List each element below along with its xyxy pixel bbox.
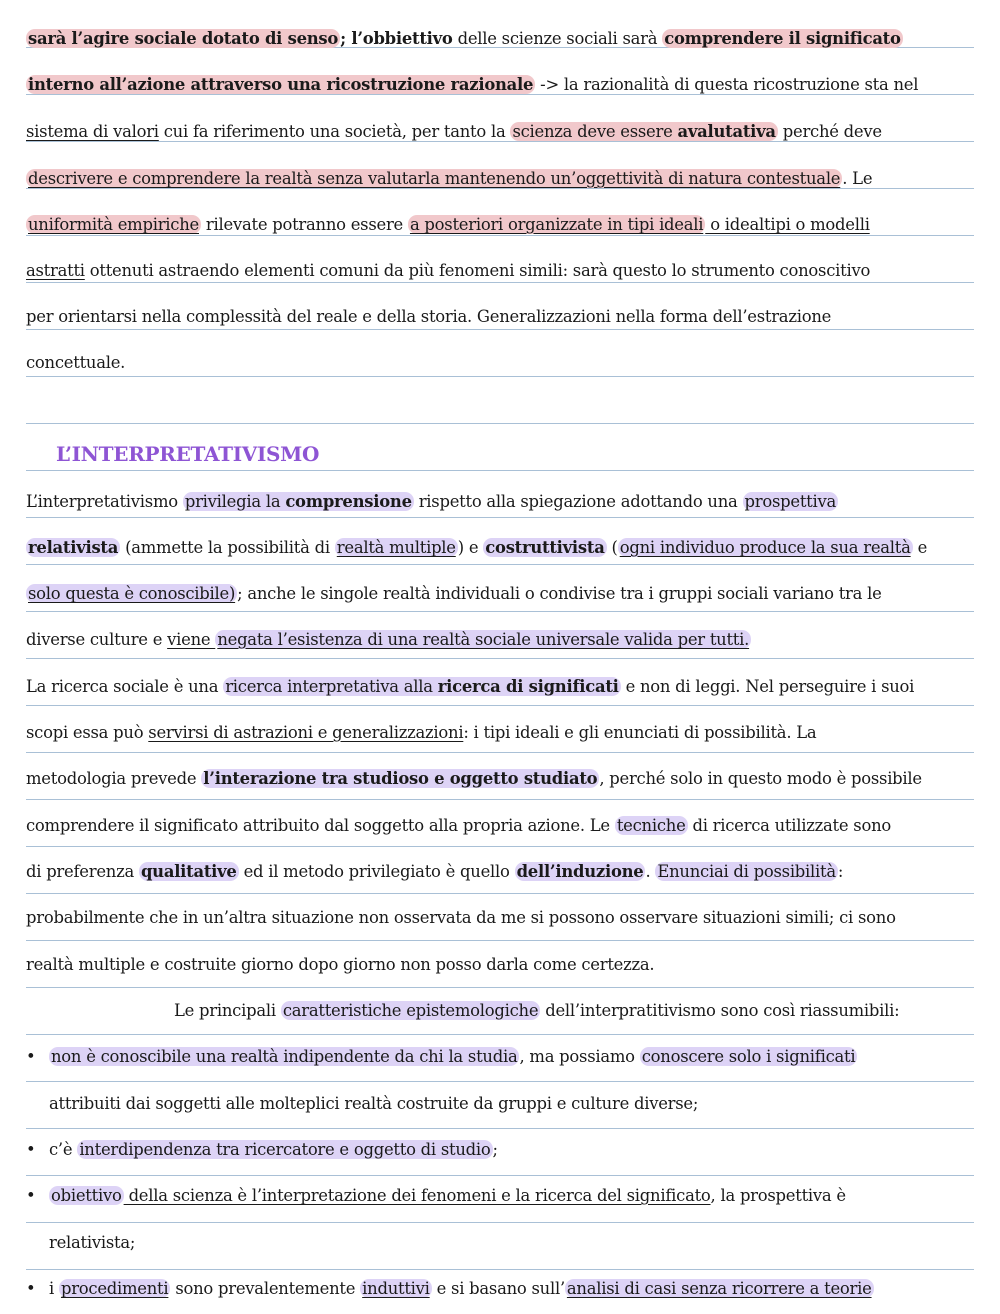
bold-text: avalutativa — [677, 122, 776, 141]
text: scienza deve essere — [512, 122, 678, 141]
underlined-text: o idealtipi o modelli — [705, 215, 870, 234]
highlight: l’interazione tra studioso e oggetto studiato — [203, 769, 598, 788]
paragraph-line — [26, 70, 918, 100]
underlined-text: servirsi di astrazioni e generalizzazioni — [148, 723, 464, 742]
highlight: ogni individuo produce la sua realtà — [619, 538, 911, 557]
paragraph-line — [26, 811, 891, 841]
paragraph-line — [26, 164, 872, 194]
bullet-continuation: relativista; — [49, 1233, 136, 1252]
text: : i tipi ideali e gli enunciati di possibilità. La — [463, 723, 817, 742]
paragraph-line — [26, 857, 843, 887]
text: di preferenza — [26, 862, 139, 881]
paragraph-line — [26, 718, 816, 748]
text: ) e — [457, 538, 484, 557]
bullet-item — [26, 1274, 874, 1304]
highlight — [223, 677, 620, 696]
highlight: tecniche — [616, 816, 686, 835]
text: ; — [492, 1140, 498, 1159]
text: rispetto alla spiegazione adottando una — [413, 492, 743, 511]
paragraph-line — [26, 533, 927, 563]
paragraph-line — [26, 487, 838, 517]
text: sono prevalentemente — [170, 1279, 361, 1298]
bullet-item — [26, 1181, 846, 1211]
highlight: costruttivista — [485, 538, 605, 557]
text: comprendere il significato attribuito dal soggetto alla propria azione. Le — [26, 816, 615, 835]
text: c’è — [49, 1140, 78, 1159]
bullet-icon: • — [26, 1047, 36, 1066]
text: . — [645, 862, 656, 881]
underlined-text: viene — [167, 630, 216, 649]
text: , ma possiamo — [519, 1047, 640, 1066]
underlined-text: sistema di valori — [26, 122, 159, 141]
text: -> la razionalità di questa ricostruzione sta nel — [535, 75, 919, 94]
text: dell’interpratitivismo sono così riassumibili: — [540, 1001, 900, 1020]
text: i — [49, 1279, 59, 1298]
text: ed il metodo privilegiato è quello — [238, 862, 515, 881]
bullet-icon: • — [26, 1279, 36, 1298]
bold-text: ; l’obbiettivo — [340, 29, 453, 48]
paragraph-line: realtà multiple e costruite giorno dopo giorno non posso darla come certezza. — [26, 955, 655, 974]
paragraph-line — [26, 579, 882, 609]
text: scopi essa può — [26, 723, 149, 742]
text: e non di leggi. Nel perseguire i suoi — [620, 677, 915, 696]
paragraph-line: concettuale. — [26, 353, 126, 372]
paragraph-line — [174, 996, 899, 1026]
highlight: obiettivo — [51, 1186, 122, 1205]
bullet-item — [26, 1042, 857, 1072]
text: ( — [606, 538, 618, 557]
highlight: solo questa è conoscibile) — [28, 584, 236, 603]
paragraph-line — [26, 672, 914, 702]
paragraph-line: probabilmente che in un’altra situazione non osservata da me si possono osservare situazioni simili; ci sono — [26, 908, 896, 927]
bold-text: ricerca di significati — [437, 677, 619, 696]
highlight: uniformità empiriche — [28, 215, 199, 234]
text: e si basano sull’ — [431, 1279, 565, 1298]
text: ottenuti astraendo elementi comuni da più fenomeni simili: sarà questo lo strumento conoscitivo — [84, 261, 871, 280]
paragraph-line — [26, 24, 903, 54]
highlight: relativista — [28, 538, 119, 557]
paragraph-line — [26, 625, 751, 655]
highlight: qualitative — [140, 862, 237, 881]
text: , la prospettiva è — [710, 1186, 846, 1205]
paragraph-line — [26, 117, 882, 147]
text: La ricerca sociale è una — [26, 677, 224, 696]
text: Le principali — [174, 1001, 281, 1020]
highlight: induttivi — [362, 1279, 430, 1298]
highlight: caratteristiche epistemologiche — [282, 1001, 539, 1020]
text: L’interpretativismo — [26, 492, 183, 511]
text: rilevate potranno essere — [200, 215, 408, 234]
text: e — [912, 538, 928, 557]
highlight — [510, 122, 777, 141]
text: : — [837, 862, 844, 881]
paragraph-line — [26, 764, 922, 794]
text: metodologia prevede — [26, 769, 202, 788]
highlight: comprendere il significato — [664, 29, 901, 48]
highlight: realtà multiple — [336, 538, 456, 557]
bullet-icon: • — [26, 1140, 36, 1159]
highlight: negata l’esistenza di una realtà sociale universale valida per tutti. — [217, 630, 750, 649]
highlight: analisi di casi senza ricorrere a teorie — [566, 1279, 872, 1298]
paragraph-line: per orientarsi nella complessità del reale e della storia. Generalizzazioni nella forma dell’estrazione — [26, 307, 832, 326]
highlight — [183, 492, 414, 511]
text: (ammette la possibilità di — [120, 538, 335, 557]
text: , perché solo in questo modo è possibile — [599, 769, 922, 788]
text: ricerca interpretativa alla — [225, 677, 438, 696]
highlight: prospettiva — [744, 492, 837, 511]
highlight: Enunciai di possibilità — [657, 862, 836, 881]
bullet-icon: • — [26, 1186, 36, 1205]
underlined-text: della scienza è l’interpretazione dei fenomeni e la ricerca del significato — [123, 1186, 711, 1205]
highlight: sarà l’agire sociale dotato di senso — [28, 29, 339, 48]
highlight: non è conoscibile una realtà indipendente da chi la studia — [51, 1047, 518, 1066]
highlight: interno all’azione attraverso una ricostruzione razionale — [28, 75, 534, 94]
text: privilegia la — [184, 492, 286, 511]
text: ; anche le singole realtà individuali o condivise tra i gruppi sociali variano tra le — [237, 584, 882, 603]
section-heading: L’INTERPRETATIVISMO — [56, 442, 320, 466]
text: . Le — [842, 169, 873, 188]
bold-text: comprensione — [285, 492, 412, 511]
highlight: dell’induzione — [516, 862, 644, 881]
highlight: conoscere solo i significati — [641, 1047, 856, 1066]
text: cui fa riferimento una società, per tanto la — [158, 122, 511, 141]
highlight: descrivere e comprendere la realtà senza valutarla mantenendo un’oggettività di natura contestuale — [28, 169, 841, 188]
text: di ricerca utilizzate sono — [687, 816, 891, 835]
bullet-continuation: attribuiti dai soggetti alle molteplici realtà costruite da gruppi e culture diverse; — [49, 1094, 699, 1113]
paragraph-line — [26, 210, 870, 240]
underlined-text: astratti — [26, 261, 85, 280]
text: diverse culture e — [26, 630, 168, 649]
text: delle scienze sociali sarà — [452, 29, 663, 48]
text: perché deve — [777, 122, 882, 141]
bullet-item — [26, 1135, 498, 1165]
highlight: a posteriori organizzate in tipi ideali — [409, 215, 704, 234]
paragraph-line — [26, 256, 870, 286]
highlight: procedimenti — [60, 1279, 169, 1298]
highlight: interdipendenza tra ricercatore e oggetto di studio — [79, 1140, 491, 1159]
